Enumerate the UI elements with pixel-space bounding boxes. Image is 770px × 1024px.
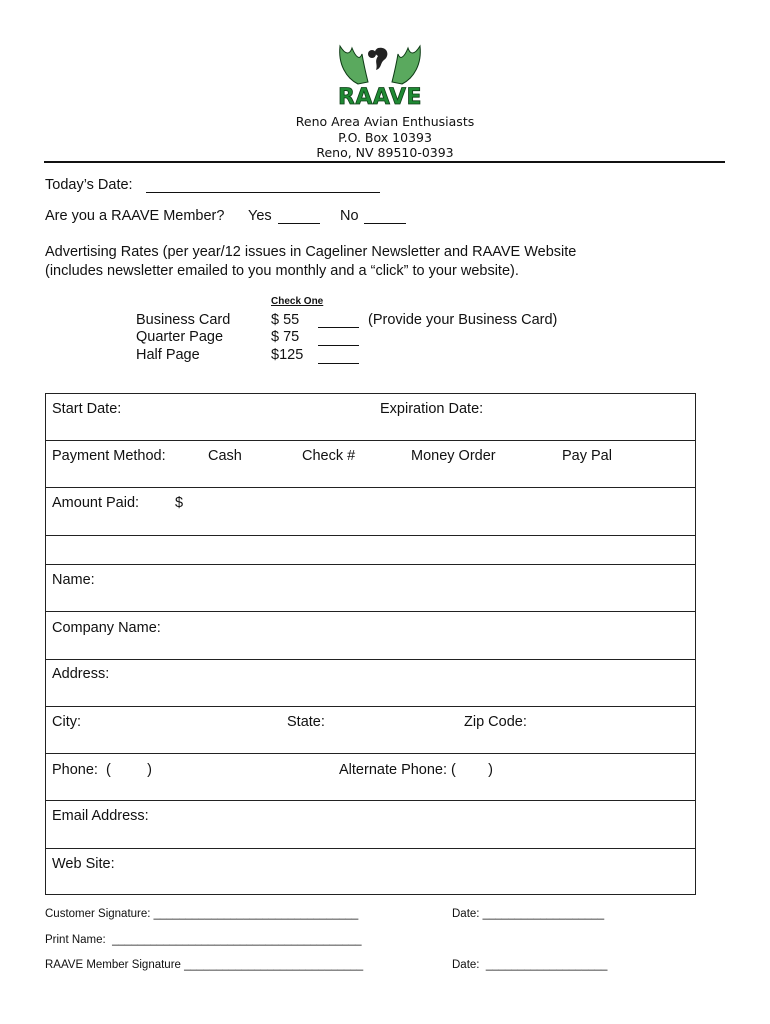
city-label[interactable]: City: (52, 714, 81, 730)
rate-name: Business Card (136, 312, 231, 328)
row-divider (45, 800, 696, 801)
rate-price: $ 75 (271, 329, 300, 345)
zip-code-label[interactable]: Zip Code: (464, 714, 527, 730)
state-label[interactable]: State: (287, 714, 325, 730)
right-wing-icon (392, 46, 420, 84)
name-label[interactable]: Name: (52, 572, 95, 588)
rate-note: (Provide your Business Card) (368, 312, 558, 328)
customer-signature-line[interactable]: Customer Signature: ________________________________ (45, 908, 359, 920)
address-line-2: Reno, NV 89510-0393 (316, 145, 454, 160)
raave-logo (328, 42, 432, 108)
yes-field[interactable] (278, 223, 320, 224)
rates-line-2: (includes newsletter emailed to you monthly and a “click” to your website). (45, 263, 519, 279)
payment-option-money-order[interactable]: Money Order (411, 448, 496, 464)
todays-date-field[interactable] (146, 192, 380, 193)
no-label: No (340, 208, 359, 224)
company-name-label[interactable]: Company Name: (52, 620, 161, 636)
row-divider (45, 440, 696, 441)
rate-name: Half Page (136, 347, 200, 363)
email-address-label[interactable]: Email Address: (52, 808, 149, 824)
rate-check-field[interactable] (318, 345, 359, 346)
check-one-label: Check One (271, 296, 324, 307)
rate-price: $ 55 (271, 312, 300, 328)
expiration-date-label[interactable]: Expiration Date: (380, 401, 484, 417)
left-wing-icon (340, 46, 368, 84)
rate-name: Quarter Page (136, 329, 224, 345)
address-label[interactable]: Address: (52, 666, 110, 682)
web-site-label[interactable]: Web Site: (52, 856, 115, 872)
phone-label[interactable]: Phone: ( ) (52, 762, 152, 778)
payment-option-cash[interactable]: Cash (208, 448, 242, 464)
address-line-1: P.O. Box 10393 (338, 130, 432, 145)
bird-icon (368, 48, 387, 70)
row-divider (45, 753, 696, 754)
rate-price: $125 (271, 347, 304, 363)
row-divider (45, 564, 696, 565)
member-date-line[interactable]: Date: ___________________ (452, 959, 608, 971)
header-divider (44, 161, 725, 163)
dollar-sign: $ (175, 495, 184, 511)
row-divider (45, 706, 696, 707)
row-divider (45, 848, 696, 849)
logo-text: RAAVE (337, 85, 423, 108)
row-divider (45, 487, 696, 488)
todays-date-label: Today’s Date: (45, 177, 133, 193)
row-divider (45, 535, 696, 536)
org-name: Reno Area Avian Enthusiasts (295, 114, 475, 129)
payment-method-label: Payment Method: (52, 448, 166, 464)
row-divider (45, 659, 696, 660)
start-date-label[interactable]: Start Date: (52, 401, 122, 417)
no-field[interactable] (364, 223, 406, 224)
row-divider (45, 611, 696, 612)
customer-date-line[interactable]: Date: ___________________ (452, 908, 605, 920)
rates-line-1: Advertising Rates (per year/12 issues in Cageliner Newsletter and RAAVE Website (45, 244, 577, 260)
payment-option-check[interactable]: Check # (302, 448, 356, 464)
payment-option-paypal[interactable]: Pay Pal (562, 448, 612, 464)
print-name-line[interactable]: Print Name: _______________________________________ (45, 934, 362, 946)
rate-check-field[interactable] (318, 363, 359, 364)
amount-paid-label[interactable]: Amount Paid: (52, 495, 140, 511)
member-signature-line[interactable]: RAAVE Member Signature ____________________________ (45, 959, 364, 971)
alternate-phone-label[interactable]: Alternate Phone: ( ) (339, 762, 493, 778)
rate-check-field[interactable] (318, 327, 359, 328)
member-question: Are you a RAAVE Member? (45, 208, 225, 224)
yes-label: Yes (248, 208, 272, 224)
